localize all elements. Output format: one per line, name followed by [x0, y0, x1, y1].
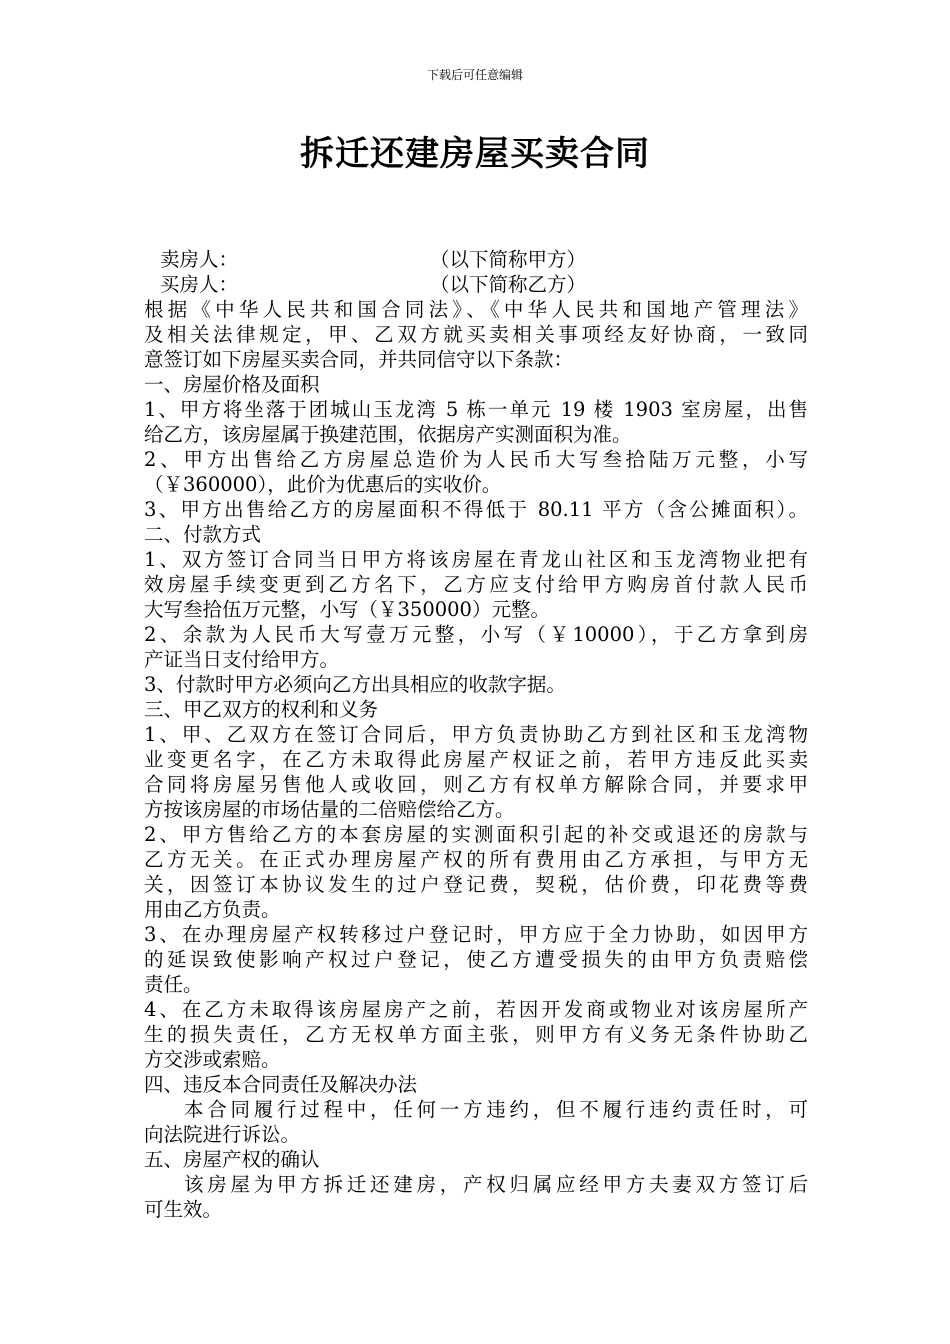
- text-line: 乙方无关。在正式办理房屋产权的所有费用由乙方承担，与甲方无: [144, 848, 808, 871]
- seller-note: （以下简称甲方）: [430, 248, 587, 271]
- text-line: 方交涉或索赔。: [144, 1048, 281, 1071]
- text-line: 向法院进行诉讼。: [144, 1123, 301, 1146]
- buyer-line: [144, 272, 808, 297]
- text-line: 该房屋为甲方拆迁还建房，产权归属应经甲方夫妻双方签订后: [184, 1173, 808, 1196]
- text-line: 3、在办理房屋产权转移过户登记时，甲方应于全力协助，如因甲方: [144, 923, 808, 946]
- text-line: 一、房屋价格及面积: [144, 373, 320, 396]
- text-line: 的延误致使影响产权过户登记，使乙方遭受损失的由甲方负责赔偿: [144, 948, 808, 971]
- text-line: 本合同履行过程中，任何一方违约，但不履行违约责任时，可: [184, 1098, 808, 1121]
- text-line: 1、甲、乙双方在签订合同后，甲方负责协助乙方到社区和玉龙湾物: [144, 723, 808, 746]
- text-line: （￥360000），此价为优惠后的实收价。: [144, 473, 502, 496]
- text-line: 生的损失责任，乙方无权单方面主张，则甲方有义务无条件协助乙: [144, 1023, 808, 1046]
- text-line: 3、付款时甲方必须向乙方出具相应的收款字据。: [144, 673, 566, 696]
- seller-label: 卖房人：: [160, 248, 239, 271]
- text-line: 2、余款为人民币大写壹万元整，小写（￥10000），于乙方拿到房: [144, 623, 808, 646]
- text-line: 4、在乙方未取得该房屋房产之前，若因开发商或物业对该房屋所产: [144, 998, 808, 1021]
- text-line: 合同将房屋另售他人或收回，则乙方有权单方解除合同，并要求甲: [144, 773, 808, 796]
- text-line: 根据《中华人民共和国合同法》、《中华人民共和国地产管理法》: [144, 298, 808, 321]
- text-line: 1、甲方将坐落于团城山玉龙湾 5 栋一单元 19 楼 1903 室房屋，出售: [144, 398, 808, 421]
- text-line: 意签订如下房屋买卖合同，并共同信守以下条款：: [144, 348, 574, 371]
- seller-line: [144, 247, 808, 272]
- contract-body: [144, 247, 808, 1222]
- text-line: 五、房屋产权的确认: [144, 1148, 320, 1171]
- text-line: 四、违反本合同责任及解决办法: [144, 1073, 418, 1096]
- text-line: 关，因签订本协议发生的过户登记费，契税，估价费，印花费等费: [144, 873, 808, 896]
- text-line: 业变更名字，在乙方未取得此房屋产权证之前，若甲方违反此买卖: [144, 748, 808, 771]
- header-note: 下载后可任意编辑: [426, 68, 523, 82]
- text-line: 效房屋手续变更到乙方名下，乙方应支付给甲方购房首付款人民币: [144, 573, 808, 596]
- text-line: 及相关法律规定，甲、乙双方就买卖相关事项经友好协商，一致同: [144, 323, 808, 346]
- contract-lines: [144, 297, 808, 1222]
- text-line: 三、甲乙双方的权利和义务: [144, 698, 379, 721]
- text-line: 2、甲方售给乙方的本套房屋的实测面积引起的补交或退还的房款与: [144, 823, 808, 846]
- text-line: 责任。: [144, 973, 203, 996]
- buyer-note: （以下简称乙方）: [430, 273, 587, 296]
- text-line: 给乙方，该房屋属于换建范围，依据房产实测面积为准。: [144, 423, 632, 446]
- buyer-label: 买房人：: [160, 273, 239, 296]
- text-line: 二、付款方式: [144, 523, 262, 546]
- text-line: 3、甲方出售给乙方的房屋面积不得低于 80.11 平方（含公摊面积）。: [144, 498, 808, 521]
- text-line: 用由乙方负责。: [144, 898, 281, 921]
- text-line: 2、甲方出售给乙方房屋总造价为人民币大写叁拾陆万元整，小写: [144, 448, 808, 471]
- document-title: 拆迁还建房屋买卖合同: [300, 134, 650, 174]
- text-line: 1、双方签订合同当日甲方将该房屋在青龙山社区和玉龙湾物业把有: [144, 548, 808, 571]
- text-line: 大写叁拾伍万元整，小写（￥350000）元整。: [144, 598, 550, 621]
- text-line: 可生效。: [144, 1198, 223, 1221]
- text-line: 产证当日支付给甲方。: [144, 648, 340, 671]
- text-line: 方按该房屋的市场估量的二倍赔偿给乙方。: [144, 798, 515, 821]
